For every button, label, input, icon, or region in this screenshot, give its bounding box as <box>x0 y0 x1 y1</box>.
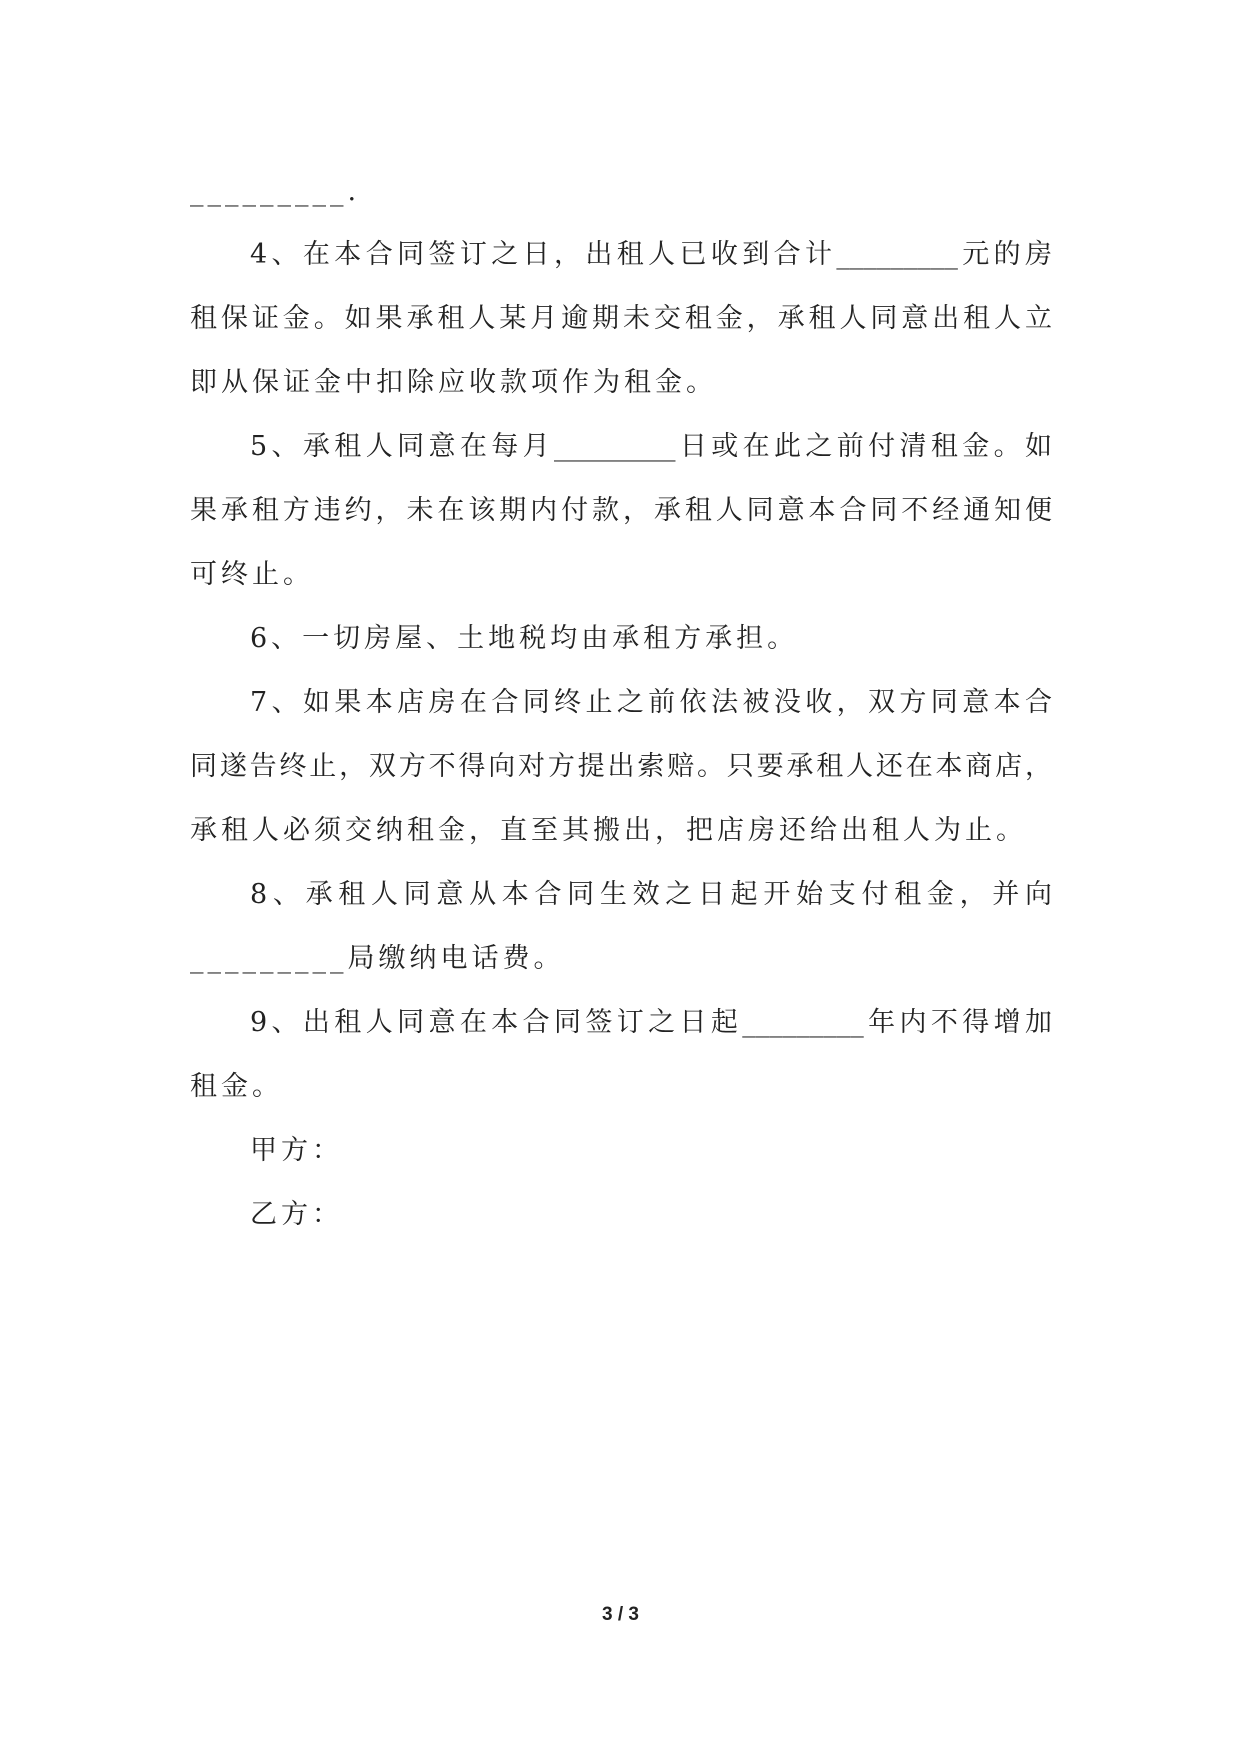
page-number: 3 / 3 <box>602 1604 639 1625</box>
clause-5-line-2: 果承租方违约，未在该期内付款，承租人同意本合同不经通知便 <box>190 495 1052 526</box>
party-b-label: 乙方： <box>250 1199 343 1230</box>
clause-8-line-2: _________局缴纳电话费。 <box>190 943 565 974</box>
clause-8-line-1: 8、承租人同意从本合同生效之日起开始支付租金，并向 <box>250 879 1052 910</box>
clause-6-line-1: 6、一切房屋、土地税均由承租方承担。 <box>250 623 799 654</box>
clause-9-line-2: 租金。 <box>190 1071 283 1102</box>
clause-5-line-3: 可终止。 <box>190 559 314 590</box>
clause-9-line-1: 9、出租人同意在本合同签订之日起_________年内不得增加 <box>250 1007 1052 1038</box>
text-line: _________. <box>190 176 361 207</box>
clause-5-line-1: 5、承租人同意在每月_________日或在此之前付清租金。如 <box>250 431 1052 462</box>
clause-7-line-2: 同遂告终止，双方不得向对方提出索赔。只要承租人还在本商店， <box>190 751 1052 782</box>
party-a-label: 甲方： <box>250 1135 343 1166</box>
clause-7-line-1: 7、如果本店房在合同终止之前依法被没收，双方同意本合 <box>250 687 1052 718</box>
clause-7-line-3: 承租人必须交纳租金，直至其搬出，把店房还给出租人为止。 <box>190 815 1027 846</box>
clause-4-line-3: 即从保证金中扣除应收款项作为租金。 <box>190 367 717 398</box>
clause-4-line-1: 4、在本合同签订之日，出租人已收到合计_________元的房 <box>250 239 1052 270</box>
clause-4-line-2: 租保证金。如果承租人某月逾期未交租金，承租人同意出租人立 <box>190 303 1052 334</box>
